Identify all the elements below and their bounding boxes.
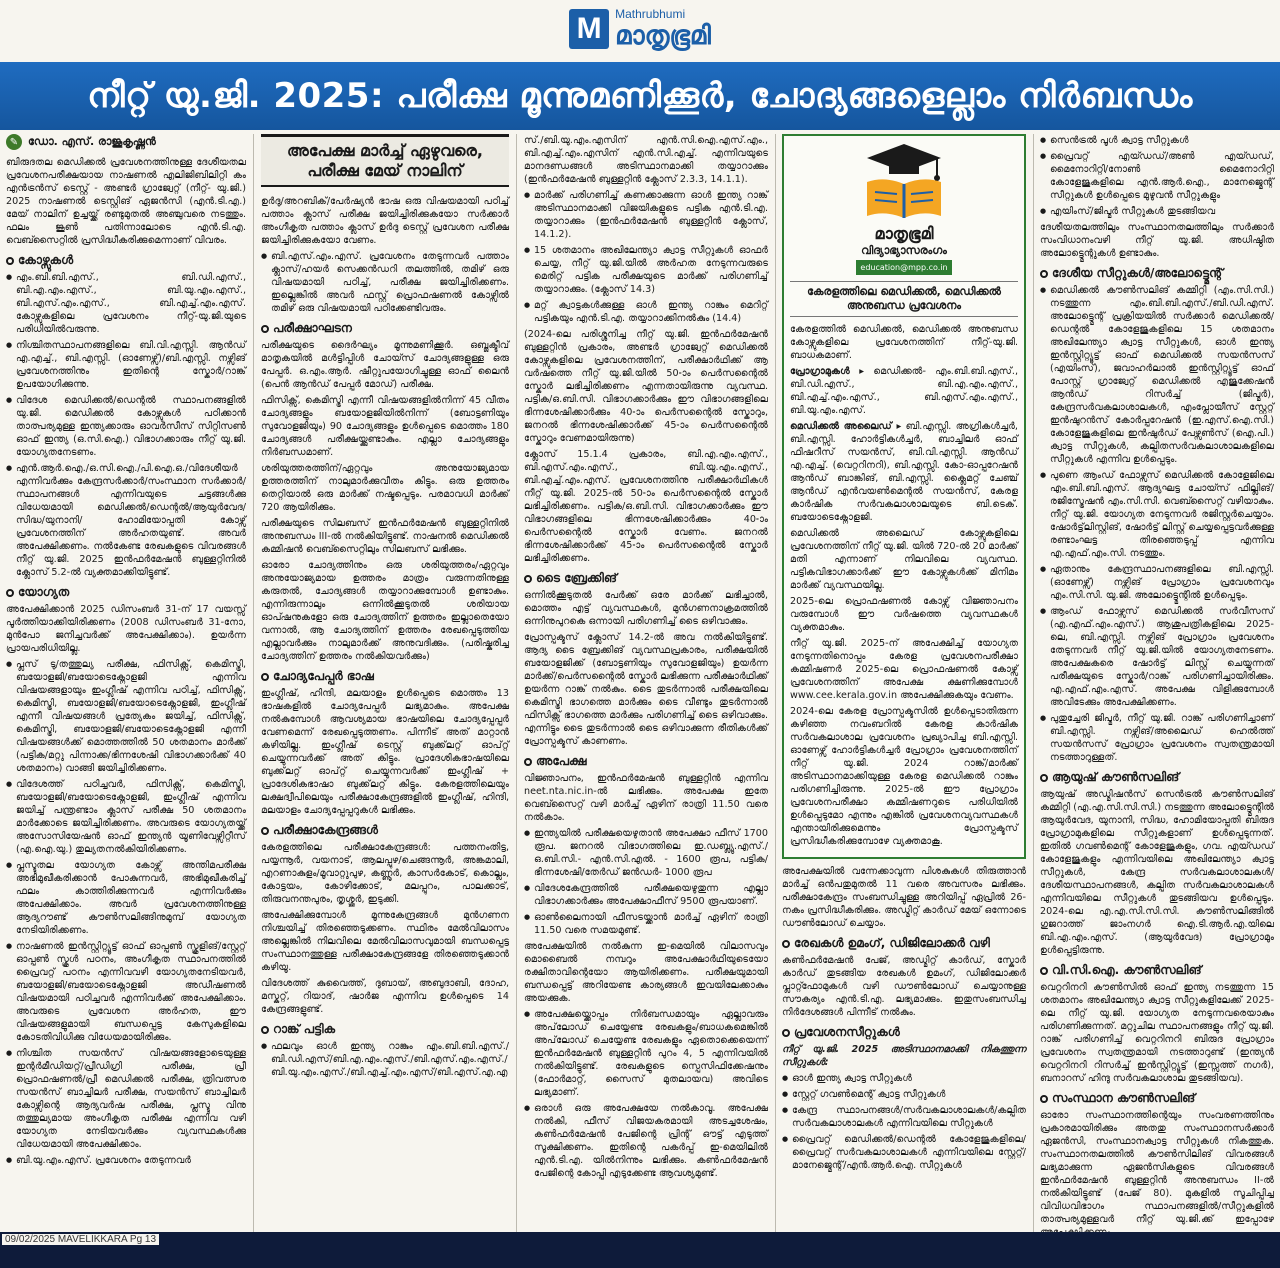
paragraph: അപേക്ഷയിൽ വന്നേക്കാവുന്ന പിശകുകൾ തിരുത്താൻ മാർച്ച് ഒൻപതുമുതൽ 11 വരെ അവസരം ലഭിക്കും. പരീക്ഷാകേന്ദ്രം സംബന്ധിച്ചുള്ള അറിയിപ്പ് ഏപ്രിൽ 26-നകം പ്രസിദ്ധീകരിക്കും. അഡ്മിറ്റ് കാർഡ് മേയ് ഒന്നോടെ ഡൗൺലോഡ് ചെയ്യാം. — [782, 866, 1026, 929]
paragraph: ഓരോ സംസ്ഥാനത്തിന്റെയും സംവരണത്തിനും പ്രകാരമായിരിക്കും അതതു സംസ്ഥാനസർക്കാർ ഏജൻസി, സംസ്ഥാനക്വാട്ട സീറ്റുകൾ നികത്തുക. സംസ്ഥാനതലത്തിൽ കൗൺസിലിങ് വിവരങ്ങൾ ലഭ്യമാക്കുന്ന ഏജൻസികളുടെ വിവരങ്ങൾ ഇൻഫർമേഷൻ ബുള്ളറ്റിൻ അനുബന്ധം II-ൽ നൽകിയിട്ടുണ്ട് (പേജ് 80). മുകളിൽ സൂചിപ്പിച്ച വിവിധവിഭാഗം സ്ഥാപനങ്ങളിൽ/സീറ്റുകളിൽ താത്പര്യമുള്ളവർ നീറ്റ് യു.ജി.ക്ക് ഇപ്പോഴേ — [1040, 1110, 1274, 1225]
paragraph: 2024-ലെ കേരള പ്രോസ്പക്ടസിൽ ഉൾപ്പെടാതിരുന്ന കഴിഞ്ഞ നവംബറിൽ കേരള കാർഷിക സർവകലാശാല പ്രവേശനം പ്രഖ്യാപിച്ച ബി.എസ്സി. ഓണേഴ്സ് ഹോർട്ടികൾച്ചർ പ്രോഗ്രാം പ്രവേശനത്തിന് നീറ്റ് യു.ജി. 2024 റാങ്ക്/മാർക്ക് അടിസ്ഥാനമാക്കിയുള്ള കേരള മെഡിക്കൽ റാങ്കും പരിഗണിച്ചിരുന്നു. 2025-ൽ ഈ പ്രോഗ്രാം പ്രവേശനപരീക്ഷാ കമ്മിഷണറുടെ പരിധിയിൽ ഉൾപ്പെടുമോ എന്നും എങ്കിൽ പ്രവേശനവ്യവസ്ഥകൾ എന്തായിരിക്കുമെന്നും പ്രോസ്പക്ടസ് പ്രസിദ്ധീകരിക്കുമ്പോഴേ വ്യക്തമാകൂ. — [790, 706, 1018, 847]
paragraph: സ്./ബി.യു.എം.എസിന് എൻ.സി.ഐ.എസ്.എം., ബി.എച്ച്.എം.എസിന് എൻ.സി.എച്ച്. എന്നിവയുടെ മാനദണ്ഡങ്ങൾ അടിസ്ഥാനമാക്കി തയ്യാറാക്കും (ഇൻഫർമേഷൻ ബുള്ളറ്റിൻ ക്ലോസ് 2.3.3, 14.1.1). — [524, 135, 768, 185]
section-heading-national-seats: ദേശീയ സീറ്റുകൾ/അലോട്ട്മെന്റ് — [1040, 266, 1274, 281]
masthead — [0, 0, 1280, 58]
paragraph: കൺഫർമേഷൻ പേജ്, അഡ്മിറ്റ് കാർഡ്, സ്കോർ കാർഡ് തുടങ്ങിയ രേഖകൾ ഉമംഗ്, ഡിജിലോക്കർ പ്ലാറ്റ്ഫോമുകൾ വഴി ഡൗൺലോഡ് ചെയ്യാനുള്ള സൗകര്യം എൻ.ടി.എ. ലഭ്യമാക്കും. ഇതുസംബന്ധിച്ച നിർദേശങ്ങൾ പിന്നീട് നൽകും. — [782, 955, 1026, 1018]
list-item: ● ഏതാനും കേന്ദ്രസ്ഥാപനങ്ങളിലെ ബി.എസ്സി. (ഓണേഴ്സ്) നഴ്സിങ് പ്രോഗ്രാം പ്രവേശനവും എം.സി.സി. യു.ജി. അലോട്ട്മെന്റിൽ ഉൾപ്പെടും. — [1040, 563, 1274, 602]
list-item: ● സെൻട്രൽ പൂൾ ക്വാട്ട സീറ്റുകൾ — [1040, 134, 1274, 147]
list-item: ● പുതുച്ചേരി ജിപ്മർ, നീറ്റ് യു.ജി. റാങ്ക് പരിഗണിച്ചാണ് ബി.എസ്സി. നഴ്സിങ്/അലൈഡ് ഹെൽത്ത് സയൻസസ് പ്രോഗ്രാം പ്രവേശനം സ്വതന്ത്രമായി നടത്താറുള്ളത്. — [1040, 712, 1274, 764]
list-item: ● പ്രൈവറ്റ് എയ്ഡഡ്/അൺ എയ്ഡഡ്, മൈനോറിറ്റി/നോൺ മൈനോറിറ്റി കോളേജുകളിലെ എൻ.ആർ.ഐ., മാനേജ്മെന്റ് സീറ്റുകൾ ഉൾപ്പെടെ മുഴുവൻ സീറ്റുകളും — [1040, 150, 1274, 202]
graduation-book-icon — [859, 142, 949, 220]
mathrubhumi-logo: M — [569, 9, 609, 49]
list-item: ● അപേക്ഷയ്ക്കൊപ്പം നിർബന്ധമായും ഏല്ലാവരും അപ്‌ലോഡ് ചെയ്യേണ്ട രേഖകളും/ബാധകമെങ്കിൽ അപ്‌ലോഡ് ചെയ്യേണ്ട രേഖകളും ഏതൊക്കെയെന്ന് ഇൻഫർമേഷൻ ബുള്ളറ്റിൻ പുറം 4, 5 എന്നിവയിൽ നൽകിയിട്ടുണ്ട്. രേഖകളുടെ സ്പെസിഫിക്കേഷനും (ഫോർമാറ്റ്, സൈസ് മുതലായവ) അവിടെ ലഭ്യമാണ്. — [524, 1008, 768, 1099]
section-heading-application: അപേക്ഷ — [524, 754, 768, 769]
logo-malayalam: മാതൃഭൂമി — [615, 20, 711, 51]
edition-info: 09/02/2025 MAVELIKKARA Pg 13 — [2, 1234, 159, 1245]
column-3 — [524, 134, 768, 1232]
paragraph: വിദേശത്ത് കുവൈത്ത്, ദുബായ്, അബുദാബി, ദോഹ, മസ്കറ്റ്, റിയാദ്, ഷാർജ എന്നിവ ഉൾപ്പെടെ 14 കേന്ദ്രങ്ങളുണ്ട്. — [261, 978, 509, 1015]
paragraph: ശരിയുത്തരത്തിന്/ഏറ്റവും അനുയോജ്യമായ ഉത്തരത്തിന് നാലുമാർക്കുവീതം കിട്ടും. ഒരു ഉത്തരം തെറ്റിയാൽ ഒരു മാർക്ക് നഷ്ടപ്പെടും. പരമാവധി മാർക്ക് 720 ആയിരിക്കും. — [261, 463, 509, 513]
list-item: ● വിദേശ മെഡിക്കൽ/ഡെന്റൽ സ്ഥാപനങ്ങളിൽ യു.ജി. മെഡിക്കൽ കോഴ്സുകൾ പഠിക്കാൻ താത്പര്യമുള്ള ഇന്ത്യക്കാരും ഓവർസീസ് സിറ്റിസൺ ഓഫ് ഇന്ത്യ (ഒ.സി.ഐ.) വിഭാഗക്കാരും നീറ്റ് യു.ജി. യോഗ്യതനേടണം. — [6, 394, 246, 459]
section-heading-rank-list: റാങ്ക് പട്ടിക — [261, 1022, 509, 1037]
paragraph: പരീക്ഷയുടെ സിലബസ് ഇൻഫർമേഷൻ ബുള്ളറ്റിനിൽ അനുബന്ധം III-ൽ നൽകിയിട്ടുണ്ട്. നാഷനൽ മെഡിക്കൽ കമ്മിഷൻ വെബ്സൈറ്റിലും സിലബസ് ലഭിക്കും. — [261, 518, 509, 555]
bullet-ring-icon — [1040, 1095, 1048, 1103]
list-item: ● പ്ലസ് ടു/തത്തുല്യ പരീക്ഷ, ഫിസിക്സ്, കെമിസ്ട്രി, ബയോളജി/ബയോടെക്നോളജി എന്നിവ വിഷയങ്ങളായും ഇംഗ്ലീഷ് എന്നിവ പഠിച്ച്, ഫിസിക്സ്, കെമിസ്ട്രി, ബയോളജി/ബയോടെക്നോളജി, ഇംഗ്ലീഷ് എന്നീ വിഷയങ്ങൾ പ്രത്യേകം ജയിച്ച്, ഫിസിക്സ്, കെമിസ്ട്രി, ബയോളജി/ബയോടെക്നോളജി എന്നീ വിഷയങ്ങൾക്ക് മൊത്തത്തിൽ 50 ശതമാനം മാർക്ക് (പട്ടിക/മറ്റു പിന്നാക്ക/ഭിന്നശേഷി വിഭാഗക്കാർക്ക് 40 ശതമാനം) വാങ്ങി ജയിച്ചിരിക്കണം. — [6, 658, 246, 775]
paragraph: ഫിസിക്സ്, കെമിസ്ട്രി എന്നീ വിഷയങ്ങളിൽനിന്ന് 45 വീതം ചോദ്യങ്ങളും ബയോളജിയിൽനിന്ന് (ബോട്ടണിയും സുവോളജിയും) 90 ചോദ്യങ്ങളും ഉൾപ്പെടെ മൊത്തം 180 ചോദ്യങ്ങൾ പരീക്ഷയ്ക്കുണ്ടാകും. എല്ലാ ചോദ്യങ്ങളും നിർബന്ധമാണ്. — [261, 395, 509, 458]
paragraph: ഓരോ ചോദ്യത്തിനും ഒരു ശരിയുത്തരം/ഏറ്റവും അനുയോജ്യമായ ഉത്തരം മാത്രം വരുന്നതിനുള്ള കരുതൽ, ചോദ്യങ്ങൾ തയ്യാറാക്കുമ്പോൾ ഉണ്ടാകും. എന്നിരുന്നാലും ഒന്നിൽക്കൂടുതൽ ശരിയായ ഓപ്ഷനുകളോ ഒരു ചോദ്യത്തിന് ഉത്തരം ഇല്ലാതെയോ വന്നാൽ, ആ ചോദ്യത്തിന് ഉത്തരം രേഖപ്പെടുത്തിയ എല്ലാവർക്കും നാലുമാർക്ക് അനുവദിക്കും. (പരിഷ്കരിച്ച ചോദ്യത്തിന് ഉത്തരം നൽകിയവർക്കും) — [261, 560, 509, 662]
list-item: ● നിശ്ചിതസ്ഥാപനങ്ങളിലെ ബി.വി.എസ്സി. ആൻഡ് എ.എച്ച്., ബി.എസ്സി. (ഓണേഴ്സ്)/ബി.എസ്സി. നഴ്സിങ് പ്രവേശനത്തിനും ഇതിന്റെ സ്കോർ/റാങ്ക് ഉപയോഗിക്കുന്നു. — [6, 339, 246, 391]
list-item: ● ആംഡ് ഫോഴ്സസ് മെഡിക്കൽ സർവീസസ് (എ.എഫ്.എം.എസ്.) ആശുപത്രികളിലെ 2025-ലെ, ബി.എസ്സി. നഴ്സിങ് പ്രോഗ്രാം പ്രവേശനം തേടുന്നവർ നീറ്റ് യു.ജി.യിൽ യോഗ്യതനേടണം. അപേക്ഷകരെ ഷോർട്ട് ലിസ്റ്റ് ചെയ്യുന്നത് പരീക്ഷയുടെ സ്കോർ/റാങ്ക് പരിഗണിച്ചായിരിക്കും. എ.എഫ്.എം.എസ്. അപേക്ഷ വിളിക്കുമ്പോൾ അവിടേക്കും അപേക്ഷിക്കണം. — [1040, 605, 1274, 709]
article-body — [6, 134, 1274, 1232]
paragraph: മെഡിക്കൽ അലൈഡ് ▸ ബി.എസ്സി. അഗ്രികൾച്ചർ, ബി.എസ്സി. ഹോർട്ടികൾച്ചർ, ബാച്ചിലർ ഓഫ് ഫിഷറീസ് സയൻസ്, ബി.വി.എസ്സി. ആൻഡ് എ.എച്ച്. (വെറ്ററിനറി), ബി.എസ്സി. കോ-ഓപ്പറേഷൻ ആൻഡ് ബാങ്കിങ്, ബി.എസ്സി. ക്ലൈമറ്റ് ചേഞ്ച് ആൻഡ് എൻവയൺമെന്റൽ സയൻസ്, കേരള കാർഷിക സർവകലാശാലയുടെ ബി.ടെക്. ബയോടെക്നോളജി. — [790, 421, 1018, 523]
bullet-ring-icon — [524, 575, 532, 583]
section-heading-exam-format: പരീക്ഷാഘടന — [261, 321, 509, 336]
list-item: ● സ്റ്റേറ്റ് ഗവൺമെന്റ് ക്വാട്ട സീറ്റുകൾ — [782, 1088, 1026, 1101]
logo-wordmark — [615, 7, 711, 52]
promo-subtitle: വിദ്യാഭ്യാസരംഗം — [861, 244, 947, 257]
list-item: ● മെഡിക്കൽ കൗൺസലിങ് കമ്മിറ്റി (എം.സി.സി.) നടത്തുന്ന എം.ബി.ബി.എസ്./ബി.ഡി.എസ്. അലോട്ട്മെന്റ് പ്രക്രിയയിൽ സർക്കാർ മെഡിക്കൽ/ഡെന്റൽ കോളേജുകളിലെ 15 ശതമാനം അഖിലേന്ത്യാ ക്വാട്ട സീറ്റുകൾ, ഓൾ ഇന്ത്യ ഇൻസ്റ്റിറ്റ്യൂട്ട് ഓഫ് മെഡിക്കൽ സയൻസസ് (എയിംസ്), ജവാഹർലാൽ ഇൻസ്റ്റിറ്റ്യൂട്ട് ഓഫ് പോസ്റ്റ് ഗ്രാജ്വേറ്റ് മെഡിക്കൽ എജുക്കേഷൻ ആൻഡ് റിസർച്ച് (ജിപ്മർ), കേന്ദ്രസർവകലാശാലകൾ, എംപ്ലോയീസ് സ്റ്റേറ്റ് ഇൻഷുറൻസ് കോർപ്പറേഷൻ (ഇ.എസ്.ഐ.സി.) കോളേജുകളിലെ ഇൻഷുർഡ് പേഴ്സൺസ് (ഐ.പി.) ക്വാട്ട സീറ്റുകൾ, കല്പിതസർവകലാശാലകളിലെ സീറ്റുകൾ എന്നിവ ഉൾപ്പെടും. — [1040, 284, 1274, 466]
column-divider — [1033, 134, 1034, 1232]
section-heading-documents: രേഖകൾ ഉമംഗ്, ഡിജിലോക്കർ വഴി — [782, 936, 1026, 951]
paragraph: ഇംഗ്ലീഷ്, ഹിന്ദി, മലയാളം ഉൾപ്പെടെ മൊത്തം 13 ഭാഷകളിൽ ചോദ്യപേപ്പർ ലഭ്യമാകും. അപേക്ഷ നൽകുമ്പോൾ ആവശ്യമായ ഭാഷയിലെ ചോദ്യപ്പേപ്പർ വേണമെന്ന് രേഖപ്പെടുത്തണം. പിന്നീട് അത് മാറ്റാൻ കഴിയില്ല. ഇംഗ്ലീഷ് ടെസ്റ്റ് ബുക്ക്‌ലറ്റ് ഓപ്റ്റ് ചെയ്യുന്നവർക്ക് അത് കിട്ടും. പ്രാദേശികഭാഷയിലെ ബുക്ക്‌ലറ്റ് ഓപ്റ്റ് ചെയ്യുന്നവർക്ക് ഇംഗ്ലീഷ് + പ്രാദേശികഭാഷാ ബുക്ക്‌ലറ്റ് കിട്ടും. കേരളത്തിലെയും ലക്ഷദ്വീപിലെയും പരീക്ഷാകേന്ദ്രങ്ങളിൽ ഇംഗ്ലീഷ്, ഹിന്ദി, മലയാളം ചോദ്യപ്പേപ്പറുകൾ ലഭിക്കും. — [261, 688, 509, 816]
list-item: ● നിശ്ചിത സയൻസ് വിഷയങ്ങളോടെയുള്ള ഇന്റർമീഡിയറ്റ്/പ്രീഡിഗ്രി പരീക്ഷ, പ്രീ പ്രൊഫഷണൽ/പ്രീ മെഡിക്കൽ പരീക്ഷ, ത്രിവത്സര സയൻസ് ബാച്ചിലർ പരീക്ഷ, സയൻസ് ബാച്ചിലർ കോഴ്സിന്റെ ആദ്യവർഷ പരീക്ഷ, പ്ലസ്ടു വിനു തത്തുല്യമായ അംഗീകൃത പരീക്ഷ എന്നിവ വഴി യോഗ്യത നേടിയവർക്കും വ്യവസ്ഥകൾക്കു വിധേയമായി അപേക്ഷിക്കാം. — [6, 1047, 246, 1151]
list-item: ● എം.ബി.ബി.എസ്., ബി.ഡി.എസ്., ബി.എ.എം.എസ്., ബി.യു.എം.എസ്., ബി.എസ്.എം.എസ്., ബി.എച്ച്.എം.എസ്. കോഴ്സുകളിലെ പ്രവേശനം നീറ്റ്-യു.ജി.യുടെ പരിധിയിൽവരുന്നു. — [6, 271, 246, 336]
page-headline: നീറ്റ് യു.ജി. 2025: പരീക്ഷ മൂന്നുമണിക്കൂർ, ചോദ്യങ്ങളെല്ലാം നിർബന്ധം — [87, 76, 1193, 116]
column-divider — [775, 134, 776, 1232]
bullet-ring-icon — [782, 940, 790, 948]
section-heading-tie-breaking: ടൈ ബ്രേക്കിങ് — [524, 571, 768, 586]
bullet-ring-icon — [261, 325, 269, 333]
list-item: ● നാഷണൽ ഇൻസ്റ്റിറ്റ്യൂട്ട് ഓഫ് ഓപ്പൺ സ്കൂളിങ്/സ്റ്റേറ്റ് ഓപ്പൺ സ്കൂൾ പഠനം, അംഗീകൃത സ്ഥാപനത്തിൽ പ്രൈവറ്റ് പഠനം എന്നിവവഴി യോഗ്യതനേടിയവർ, ബയോളജി/ബയോടെക്നോളജി അഡീഷണൽ വിഷയമായി പഠിച്ചവർ എന്നിവർക്ക് അപേക്ഷിക്കാം. അവരുടെ പ്രവേശന അർഹത, ഈ വിഷയങ്ങളുമായി ബന്ധപ്പെട്ട കേസുകളിലെ കോടതിവിധിക്കു വിധേയമായിരിക്കും. — [6, 940, 246, 1044]
paragraph: ദേശീയതലത്തിലും സംസ്ഥാനതലത്തിലും സർക്കാർ സംവിധാനംവഴി നീറ്റ് യു.ജി. അധിഷ്ഠിത അലോട്ട്മെന്റുകൾ ഉണ്ടാകും. — [1040, 222, 1274, 259]
paragraph: ഉർദു/അറബിക്/പേർഷ്യൻ ഭാഷ ഒരു വിഷയമായി പഠിച്ച് പത്താം ക്ലാസ് പരീക്ഷ ജയിച്ചിരിക്കുകയോ സർക്കാർ അംഗീകൃത പത്താം ക്ലാസ് ഉർദു ടെസ്റ്റ് പ്രവേശന പരീക്ഷ ജയിച്ചിരിക്കുകയോ വേണം. — [261, 196, 509, 246]
footer-bar — [0, 1232, 1280, 1268]
paragraph: നീറ്റ് യു.ജി. 2025-ന് അപേക്ഷിച്ച് യോഗ്യത നേടുന്നതിനൊപ്പം കേരള പ്രവേശനപരീക്ഷാ കമ്മിഷണർ 2025-ലെ പ്രൊഫഷണൽ കോഴ്സ് പ്രവേശനത്തിന് അപേക്ഷ ക്ഷണിക്കുമ്പോൾ www.cee.kerala.gov.in അപേക്ഷിക്കുകയും വേണം. — [790, 638, 1018, 701]
label-medical-allied: മെഡിക്കൽ അലൈഡ് ▸ — [790, 421, 902, 432]
column-5 — [1040, 134, 1274, 1232]
column-divider — [516, 134, 517, 1232]
list-item: ● ഫലവും ഓൾ ഇന്ത്യ റാങ്കും എം.ബി.ബി.എസ്./ബി.ഡി.എസ്/ബി.എ.എം.എസ്./ബി.എസ്.എം.എസ്./ബി.യു.എം.എസ്./ബി.എച്ച്.എം.എസ്/ബി.എസ്.എ.എ — [261, 1040, 509, 1079]
paragraph: ആയുഷ് അഡ്മിഷൻസ് സെൻട്രൽ കൗൺസലിങ് കമ്മിറ്റി (എ.എ.സി.സി.സി.) നടത്തുന്ന അലോട്ട്മെന്റിൽ ആയുർവേദ, യുനാനി, സിദ്ധ, ഹോമിയോപ്പതി ബിരുദ പ്രോഗ്രാമുകളിലെ സീറ്റുകളാണ് ഉൾപ്പെടുന്നത്. ഇതിൽ ഗവൺമെന്റ് കോളേജുകളും, ഗവ. എയ്ഡഡ് കോളേജുകളും എന്നിവയിലെ അഖിലേന്ത്യാ ക്വാട്ട സീറ്റുകൾ, കേന്ദ്ര സർവകലാശാലകൾ/ദേശീയസ്ഥാപനങ്ങൾ, കല്പിത സർവകലാശാലകൾ എന്നിവയിലെ സീറ്റുകൾ തുടങ്ങിയവ ഉൾപ്പെടും. 2024-ലെ എ.എ.സി.സി.സി. കൗൺസലിങ്ങിൽ ഗുജറാത്ത് ജാംനഗർ ഐ.ടി.ആർ.എ.യിലെ ബി.എ.എം.എസ്. (ആയുർവേദ) പ്രോഗ്രാമും ഉൾപ്പെട്ടിരുന്നു. — [1040, 789, 1274, 956]
intro-paragraph: ബിരുദതല മെഡിക്കൽ പ്രവേശനത്തിനുള്ള ദേശീയതല പ്രവേശനപരീക്ഷയായ നാഷണൽ എലിജിബിലിറ്റി കം എൻട്രൻസ് ടെസ്റ്റ് - അണ്ടർ ഗ്രാജ്വേറ്റ് (നീറ്റ്- യു.ജി.) 2025 നാഷണൽ ടെസ്റ്റിങ് ഏജൻസി (എൻ.ടി.എ.) മേയ് നാലിന് ഉച്ചയ്ക്ക് രണ്ടുമുതൽ അഞ്ചുവരെ നടത്തും. ഫലം ജൂൺ പതിന്നാലോടെ എൻ.ടി.എ. വെബ്സൈറ്റിൽ പ്രസിദ്ധീകരിക്കുമെന്നാണ് വിവരം. — [6, 157, 246, 246]
paragraph: വിജ്ഞാപനം, ഇൻഫർമേഷൻ ബുള്ളറ്റിൻ എന്നിവ neet.nta.nic.in-ൽ ലഭിക്കും. അപേക്ഷ ഇതേ വെബ്സൈറ്റ് വഴി മാർച്ച് ഏഴിന് രാത്രി 11.50 വരെ നൽകാം. — [524, 773, 768, 823]
list-item: ● മറ്റ് ക്വാട്ടകൾക്കുള്ള ഓൾ ഇന്ത്യ റാങ്കും മെറിറ്റ് പട്ടികയും എൻ.ടി.എ. തയ്യാറാക്കിനൽകും (14.4) — [524, 299, 768, 325]
logo-english: Mathrubhumi — [615, 6, 686, 21]
bullet-ring-icon — [261, 1026, 269, 1034]
promo-brand-name: മാതൃഭൂമി — [874, 224, 934, 243]
list-item: ● പുണെ ആംഡ് ഫോഴ്സസ് മെഡിക്കൽ കോളേജിലെ എം.ബി.ബി.എസ്. ആദ്യഘട്ട ചോയ്സ് ഫില്ലിങ്/രജിസ്ട്രേഷൻ എം.സി.സി. വെബ്സൈറ്റ് വഴിയാകും. നീറ്റ് യു.ജി. യോഗ്യത നേടുന്നവർ രജിസ്റ്റർചെയ്യാം. ഷോർട്ട്‌ലിസ്റ്റിങ്, ഷോർട്ട് ലിസ്റ്റ് ചെയ്യപ്പെട്ടവർക്കുള്ള രണ്ടാംഘട്ട തിരഞ്ഞെടുപ്പ് എന്നിവ എ.എഫ്.എം.സി. നടത്തും. — [1040, 469, 1274, 560]
paragraph: പരീക്ഷയുടെ ദൈർഘ്യം മൂന്നുമണിക്കൂർ. ഒബ്ജക്ടീവ് മാതൃകയിൽ മൾട്ടിപ്പിൾ ചോയ്സ് ചോദ്യങ്ങളുള്ള ഒരു പേപ്പർ. ഒ.എം.ആർ. ഷീറ്റുപയോഗിച്ചുള്ള ഓഫ് ലൈൻ (പെൻ ആൻഡ് പേപ്പർ മോഡ്) പരീക്ഷ. — [261, 340, 509, 390]
column-divider — [253, 134, 254, 1232]
bullet-ring-icon — [524, 758, 532, 766]
list-item: ● വിദേശത്ത് പഠിച്ചവർ, ഫിസിക്സ്, കെമിസ്ട്രി, ബയോളജി/ബയോടെക്നോളജി, ഇംഗ്ലീഷ് എന്നിവ ജയിച്ച് പന്ത്രണ്ടാം ക്ലാസ് പരീക്ഷ 50 ശതമാനം മാർക്കോടെ ജയിച്ചിരിക്കണം. അവരുടെ യോഗ്യതയ്ക്ക് അസോസിയേഷൻ ഓഫ് ഇന്ത്യൻ യൂണിവേഴ്സിറ്റീസ് (എ.ഐ.യു.) തുല്യതനൽകിയിരിക്കണം. — [6, 778, 246, 856]
column-1 — [6, 134, 246, 1232]
paragraph: പ്രോഗ്രാമുകൾ ▸ മെഡിക്കൽ- എം.ബി.ബി.എസ്., ബി.ഡി.എസ്., ബി.എ.എം.എസ്., ബി.എച്ച്.എം.എസ്., ബി.എസ്.എം.എസ്., ബി.യു.എം.എസ്. — [790, 366, 1018, 416]
column-2 — [261, 134, 509, 1232]
list-item: ● ഇന്ത്യയിൽ പരീക്ഷയെഴുതാൻ അപേക്ഷാ ഫീസ് 1700 രൂപ. ജനറൽ വിഭാഗത്തിലെ ഇ.ഡബ്ല്യു.എസ്./ഒ.ബി.സി.- എൻ.സി.എൽ. - 1600 രൂപ, പട്ടിക/ഭിന്നശേഷി/തേർഡ് ജൻഡർ- 1000 രൂപ — [524, 827, 768, 879]
bullet-ring-icon — [261, 827, 269, 835]
bullet-ring-icon — [1040, 774, 1048, 782]
paragraph: അപേക്ഷിക്കാൻ 2025 ഡിസംബർ 31-ന് 17 വയസ്സ് പൂർത്തിയാക്കിയിരിക്കണം (2008 ഡിസംബർ 31-നോ, മുൻപോ ജനിച്ചവർക്ക് അപേക്ഷിക്കാം). ഉയർന്ന പ്രായപരിധിയില്ല. — [6, 604, 246, 654]
bullet-ring-icon — [782, 1029, 790, 1037]
paragraph: അപേക്ഷിക്കുമ്പോൾ മൂന്നുകേന്ദ്രങ്ങൾ മുൻഗണന നിശ്ചയിച്ച് തിരഞ്ഞെടുക്കണം. സ്ഥിരം മേൽവിലാസം അല്ലെങ്കിൽ നിലവിലെ മേൽവിലാസവുമായി ബന്ധപ്പെട്ട സംസ്ഥാനത്തുള്ള പരീക്ഷാകേന്ദ്രങ്ങളേ തിരഞ്ഞെടുക്കാൻ കഴിയൂ. — [261, 910, 509, 973]
section-heading-eligibility: യോഗ്യത — [6, 585, 246, 600]
section-heading-state-counselling: സംസ്ഥാന കൗൺസലിങ് — [1040, 1091, 1274, 1106]
paragraph: (2024-ലെ പരിശ്ശനിച്ച നീറ്റ് യു.ജി. ഇൻഫർമേഷൻ ബുള്ളറ്റിൻ പ്രകാരം, അണ്ടർ ഗ്രാജ്വേറ്റ് മെഡിക്കൽ കോഴ്സുകളിലെ പ്രവേശനത്തിന്, പരീക്ഷാർഥിക്ക് ആ വർഷത്തെ നീറ്റ് യു.ജി.യിൽ 50-ാം പെർസന്റൈൽ സ്കോർ ലഭിച്ചിരിക്കണം എന്നതായിരുന്നു വ്യവസ്ഥ. പട്ടിക/ഒ.ബി.സി. വിഭാഗക്കാർക്കും ഈ വിഭാഗങ്ങളിലെ ഭിന്നശേഷിക്കാർക്കും 40-ാം പെർസന്റൈൽ സ്കോറും, ജനറൽ ഭിന്നശേഷിക്കാർക്ക് 45-ാം പെർസന്റൈൽ സ്കോറും വേണമായിരുന്നു) — [524, 329, 768, 444]
promo-email: education@mpp.co.in — [856, 260, 951, 275]
paragraph: അപേക്ഷയിൽ നൽകുന്ന ഇ-മെയിൽ വിലാസവും മൊബൈൽ നമ്പറും അപേക്ഷാർഥിയുടെയോ രക്ഷിതാവിന്റെയോ ആയിരിക്കണം. പരീക്ഷയുമായി ബന്ധപ്പെട്ട് അറിയേണ്ട കാര്യങ്ങൾ ഇവയിലേക്കാകും അയക്കുക. — [524, 941, 768, 1004]
bullet-ring-icon — [261, 673, 269, 681]
promo-heading: കേരളത്തിലെ മെഡിക്കൽ, മെഡിക്കൽ അനുബന്ധ പ്രവേശനം — [790, 281, 1018, 317]
list-item: ● 15 ശതമാനം അഖിലേന്ത്യാ ക്വാട്ട സീറ്റുകൾ ഓഫർ ചെയ്യ, നീറ്റ് യു.ജി.യിൽ അർഹത നേടുന്നവരുടെ മെരിറ്റ് പട്ടിക പരീക്ഷയുടെ മാർക്ക് പരിഗണിച്ച് തയ്യാറാക്കും. (ക്ലോസ് 14.3) — [524, 244, 768, 296]
pen-icon: ✎ — [6, 134, 22, 150]
list-item: ● പ്രൈവറ്റ് മെഡിക്കൽ/ഡെന്റൽ കോളേജുകളിലെ/പ്രൈവറ്റ് സർവകലാശാലകൾ എന്നിവയിലെ സ്റ്റേറ്റ്/മാനേജ്മെന്റ്/എൻ.ആർ.ഐ. സീറ്റുകൾ — [782, 1133, 1026, 1172]
bullet-ring-icon — [6, 257, 14, 265]
list-item: ● എൻ.ആർ.ഐ./ഒ.സി.ഐ./പി.ഐ.ഒ./വിദേശീയർ എന്നിവർക്കും കേന്ദ്രസർക്കാർ/സംസ്ഥാന സർക്കാർ/സ്ഥാപനങ്ങൾ എന്നിവയുടെ ചട്ടങ്ങൾക്കു വിധേയമായി മെഡിക്കൽ/ഡെന്റൽ/ആയുർവേദ/സിദ്ധ/യുനാനി/ ഹോമിയോപ്പതി കോഴ്സ് പ്രവേശനത്തിന് അർഹതയുണ്ട്. അവർ അപേക്ഷിക്കണം. നൽകേണ്ട രേഖകളുടെ വിവരങ്ങൾ നീറ്റ് യു.ജി. 2025 ഇൻഫർമേഷൻ ബുള്ളറ്റിനിൽ ക്ലോസ് 5.2-ൽ വ്യക്തമാക്കിയിട്ടുണ്ട്. — [6, 462, 246, 579]
section-heading-language: ചോദ്യപേപ്പർ ഭാഷ — [261, 669, 509, 684]
headline-bar — [0, 62, 1280, 130]
paragraph: കേരളത്തിലെ പരീക്ഷാകേന്ദ്രങ്ങൾ: പത്തനംതിട്ട, പയ്യന്നൂർ, വയനാട്, ആലപ്പുഴ/ചെങ്ങന്നൂർ, അങ്കമാലി, എറണാകുളം/മൂവാറ്റുപുഴ, കണ്ണൂർ, കാസർകോട്, കൊല്ലം, കോട്ടയം, കോഴിക്കോട്, മലപ്പുറം, പാലക്കാട്, തിരുവനന്തപുരം, തൃശ്ശൂർ, ഇടുക്കി. — [261, 842, 509, 905]
paragraph: വെറ്ററിനറി കൗൺസിൽ ഓഫ് ഇന്ത്യ നടത്തുന്ന 15 ശതമാനം അഖിലേന്ത്യാ ക്വാട്ട സീറ്റുകളിലേക്ക് 2025-ലെ നീറ്റ് യു.ജി. യോഗ്യത നേടുന്നവരെയാകും പരിഗണിക്കുന്നത്. മറ്റുചില സ്ഥാപനങ്ങളും നീറ്റ് യു.ജി. റാങ്ക് പരിഗണിച്ച് വെറ്ററിനറി ബിരുദ പ്രോഗ്രാം പ്രവേശനം സ്വതന്ത്രമായി നടത്താറുണ്ട് (ഇന്ത്യൻ വെറ്ററിനറി റിസർച്ച് ഇൻസ്റ്റിറ്റ്യൂട്ട് (ഇസ്സത്ത് നഗർ), ബനാറസ് ഹിന്ദു സർവകലാശാല തുടങ്ങിയവ). — [1040, 982, 1274, 1084]
seats-subheading: നീറ്റ് യു.ജി. 2025 അടിസ്ഥാനമാക്കി നികത്തുന്ന സീറ്റുകൾ: — [782, 1044, 1026, 1068]
sub-headline-box: അപേക്ഷ മാർച്ച് ഏഴുവരെ, പരീക്ഷ മേയ് നാലിന് — [261, 134, 509, 187]
list-item: ● വിദേശകേന്ദ്രത്തിൽ പരീക്ഷയെഴുതുന്ന എല്ലാ വിഭാഗക്കാർക്കും അപേക്ഷാഫീസ് 9500 രൂപയാണ്. — [524, 882, 768, 908]
paragraph: ക്ലോസ് 15.1.4 പ്രകാരം, ബി.എ.എം.എസ്., ബി.എസ്.എം.എസ്., ബി.യു.എം.എസ്., ബി.എച്ച്.എം.എസ്. പ്രവേശനത്തിനു പരീക്ഷാർഥികൾ നീറ്റ് യു.ജി. 2025-ൽ 50-ാം പെർസന്റൈൽ സ്കോർ ലഭിച്ചിരിക്കണം. പട്ടിക/ഒ.ബി.സി. വിഭാഗക്കാർക്കും ഈ വിഭാഗങ്ങളിലെ ഭിന്നശേഷിക്കാർക്കും 40-ാം പെർസന്റൈൽ സ്കോർ വേണം. ജനറൽ ഭിന്നശേഷിക്കാർക്ക് 45-ാം പെർസന്റൈൽ സ്കോർ ലഭിച്ചിരിക്കണം. — [524, 449, 768, 564]
section-heading-ayush: ആയുഷ് കൗൺസലിങ് — [1040, 770, 1274, 785]
list-item: ● ഒരാൾ ഒരു അപേക്ഷയേ നൽകാവൂ. അപേക്ഷ നൽകി, ഫീസ് വിജയകരമായി അടച്ചശേഷം, കൺഫർമേഷൻ പേജിന്റെ പ്രിന്റ് ഔട്ട് എടുത്ത് സൂക്ഷിക്കണം. ഇതിന്റെ പകർപ്പ് ഇ-മെയിലിൽ എൻ.ടി.എ. യിൽനിന്നും ലഭിക്കും. കൺഫർമേഷൻ പേജിന്റെ കോപ്പി എടുക്കേണ്ട ആവശ്യമുണ്ട്. — [524, 1102, 768, 1180]
list-item: ● മാർക്ക് പരിഗണിച്ച് കണക്കാക്കുന്ന ഓൾ ഇന്ത്യ റാങ്ക് അടിസ്ഥാനമാക്കി വിജയികളുടെ പട്ടിക എൻ.ടി.എ. തയ്യാറാക്കും (ഇൻഫർമേഷൻ ബുള്ളറ്റിൻ ക്ലോസ്, 14.1.2). — [524, 189, 768, 241]
bullet-ring-icon — [6, 589, 14, 597]
section-heading-seats: പ്രവേശനസീറ്റുകൾ — [782, 1025, 1026, 1040]
paragraph: കേരളത്തിൽ മെഡിക്കൽ, മെഡിക്കൽ അനുബന്ധ കോഴ്സുകളിലെ പ്രവേശനത്തിന് നീറ്റ്-യു.ജി. ബാധകമാണ്. — [790, 324, 1018, 361]
bullet-ring-icon — [1040, 270, 1048, 278]
paragraph: മെഡിക്കൽ അലൈഡ് കോഴ്സുകളിലെ പ്രവേശനത്തിന് നീറ്റ് യു.ജി. യിൽ 720-ൽ 20 മാർക്ക് മതി എന്നാണ് നിലവിലെ വ്യവസ്ഥ. പട്ടികവിഭാഗക്കാർക്ക് ഈ കോഴ്സുകൾക്ക് മിനിമം മാർക്ക് വ്യവസ്ഥയില്ല. — [790, 528, 1018, 591]
paragraph: 2025-ലെ പ്രൊഫഷണൽ കോഴ്സ് വിജ്ഞാപനം വരുമ്പോൾ ഈ വർഷത്തെ വ്യവസ്ഥകൾ വ്യക്തമാകും. — [790, 596, 1018, 633]
list-item: ● ഓൾ ഇന്ത്യ ക്വാട്ട സീറ്റുകൾ — [782, 1072, 1026, 1085]
section-heading-centres: പരീക്ഷാകേന്ദ്രങ്ങൾ — [261, 823, 509, 838]
author-name: ഡോ. എസ്. രാജൂകൃഷ്ണൻ — [28, 135, 156, 148]
section-heading-vci: വി.സി.ഐ. കൗൺസലിങ് — [1040, 963, 1274, 978]
label-programmes: പ്രോഗ്രാമുകൾ ▸ — [790, 366, 865, 377]
list-item: ● ഓൺലൈനായി ഫീസടയ്ക്കാൻ മാർച്ച് ഏഴിന് രാത്രി 11.50 വരെ സമയമുണ്ട്. — [524, 911, 768, 937]
paragraph: പ്രോസ്പക്ടസ് ക്ലോസ് 14.2-ൽ അവ നൽകിയിട്ടുണ്ട്. ആദ്യ ടൈ ബ്രേക്കിങ് വ്യവസ്ഥപ്രകാരം, പരീക്ഷയിൽ ബയോളജിക്ക് (ബോട്ടണിയും സുവോളജിയും) ഉയർന്ന മാർക്ക്/പെർസന്റൈൽ സ്കോർ ലഭിക്കുന്ന പരീക്ഷാർഥിക്ക് ഉയർന്ന റാങ്ക് നൽകും. ടൈ തുടർന്നാൽ പരീക്ഷയിലെ കെമിസ്ട്രി ഭാഗത്തെ മാർക്കും ടൈ വീണ്ടും തുടർന്നാൽ ഫിസിക്സ് ഭാഗത്തെ മാർക്കും പരിഗണിച്ച് ടൈ ഒഴിവാക്കും. എന്നിട്ടും ടൈ തുടർന്നാൽ ടൈ ഒഴിവാക്കുന്ന രീതികൾക്ക് പ്രോസ്പക്ടസ് കാണണം. — [524, 632, 768, 747]
list-item: ● പ്ലസ്ടുതല യോഗ്യത കോഴ്സ് അന്തിമപരീക്ഷ അഭിമുഖീകരിക്കാൻ പോകുന്നവർ, അഭിമുഖീകരിച്ച് ഫലം കാത്തിരിക്കുന്നവർ എന്നിവർക്കും അപേക്ഷിക്കാം. അവർ പ്രവേശനത്തിനുള്ള ആദ്യറൗണ്ട് കൗൺസലിങ്ങിനുമുമ്പ് യോഗ്യത നേടിയിരിക്കണം. — [6, 859, 246, 937]
paragraph: ഒന്നിൽക്കൂടുതൽ പേർക്ക് ഒരേ മാർക്ക് ലഭിച്ചാൽ, മൊത്തം എട്ട് വ്യവസ്ഥകൾ, മുൻഗണനാക്രമത്തിൽ ഒന്നിനുപുറകെ ഒന്നായി പരിഗണിച്ച് ടൈ ഒഴിവാക്കും. — [524, 590, 768, 627]
list-item: ● കേന്ദ്ര സ്ഥാപനങ്ങൾ/സർവകലാശാലകൾ/കല്പിത സർവകലാശാലകൾ എന്നിവയിലെ സീറ്റുകൾ — [782, 1104, 1026, 1130]
education-promo-box — [782, 134, 1026, 859]
byline — [6, 134, 246, 150]
column-4 — [782, 134, 1026, 1232]
section-heading-courses: കോഴ്സുകൾ — [6, 253, 246, 268]
list-item: ● ബി.എസ്.എം.എസ്. പ്രവേശനം തേടുന്നവർ പത്താം ക്ലാസ്/ഹയർ സെക്കൻഡറി തലത്തിൽ, തമിഴ് ഒരു വിഷയമായി പഠിച്ച്, പരീക്ഷ ജയിച്ചിരിക്കണം. ഇല്ലെങ്കിൽ അവർ ഫസ്റ്റ് പ്രൊഫഷണൽ കോഴ്സിൽ തമിഴ് ഒരു വിഷയമായി പഠിക്കേണ്ടിവരും. — [261, 250, 509, 315]
bullet-ring-icon — [1040, 967, 1048, 975]
list-item: ● എയിംസ്/ജിപ്മർ സീറ്റുകൾ തുടങ്ങിയവ — [1040, 205, 1274, 218]
promo-logo — [790, 142, 1018, 275]
list-item: ● ബി.യു.എം.എസ്. പ്രവേശനം തേടുന്നവർ — [6, 1154, 246, 1167]
